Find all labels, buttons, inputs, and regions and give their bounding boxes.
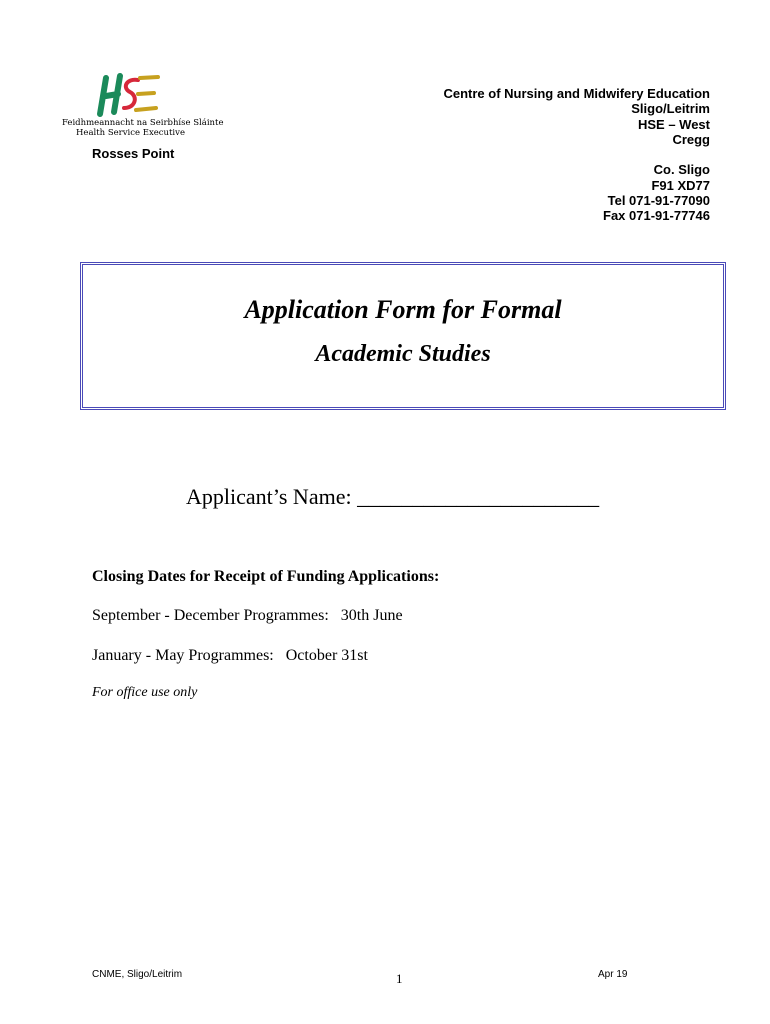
address-block bbox=[443, 86, 710, 224]
office-use-note: For office use only bbox=[92, 685, 198, 700]
fax: Fax 071-91-77746 bbox=[603, 208, 710, 224]
address-line: HSE – West bbox=[637, 116, 710, 132]
address-line: Centre of Nursing and Midwifery Education bbox=[443, 86, 710, 101]
address-line: Co. Sligo bbox=[653, 162, 710, 178]
page-number: 1 bbox=[396, 971, 403, 986]
place-name: Rosses Point bbox=[92, 146, 175, 161]
address-line: F91 XD77 bbox=[651, 177, 710, 193]
form-title-line1: Application Form for Formal bbox=[244, 295, 562, 324]
address-line: Cregg bbox=[672, 131, 710, 147]
form-title-line2: Academic Studies bbox=[315, 341, 491, 367]
logo-irish-text: Feidhmeannacht na Seirbhíse Sláinte bbox=[62, 118, 224, 128]
footer-org: CNME, Sligo/Leitrim bbox=[92, 969, 183, 980]
footer-date: Apr 19 bbox=[598, 969, 628, 980]
closing-date-autumn: September - December Programmes: 30th June bbox=[92, 607, 403, 624]
hse-logo-icon bbox=[96, 72, 160, 118]
telephone: Tel 071-91-77090 bbox=[607, 193, 710, 209]
hse-logo bbox=[62, 72, 224, 138]
address-gap bbox=[443, 147, 710, 162]
applicant-name-field[interactable]: Applicant’s Name: ______________________ bbox=[186, 484, 600, 509]
closing-dates-heading: Closing Dates for Receipt of Funding Applications: bbox=[92, 568, 440, 585]
title-box bbox=[80, 262, 726, 410]
address-line: Sligo/Leitrim bbox=[631, 101, 710, 117]
closing-date-spring: January - May Programmes: October 31st bbox=[92, 647, 368, 664]
logo-english-text: Health Service Executive bbox=[76, 128, 185, 138]
